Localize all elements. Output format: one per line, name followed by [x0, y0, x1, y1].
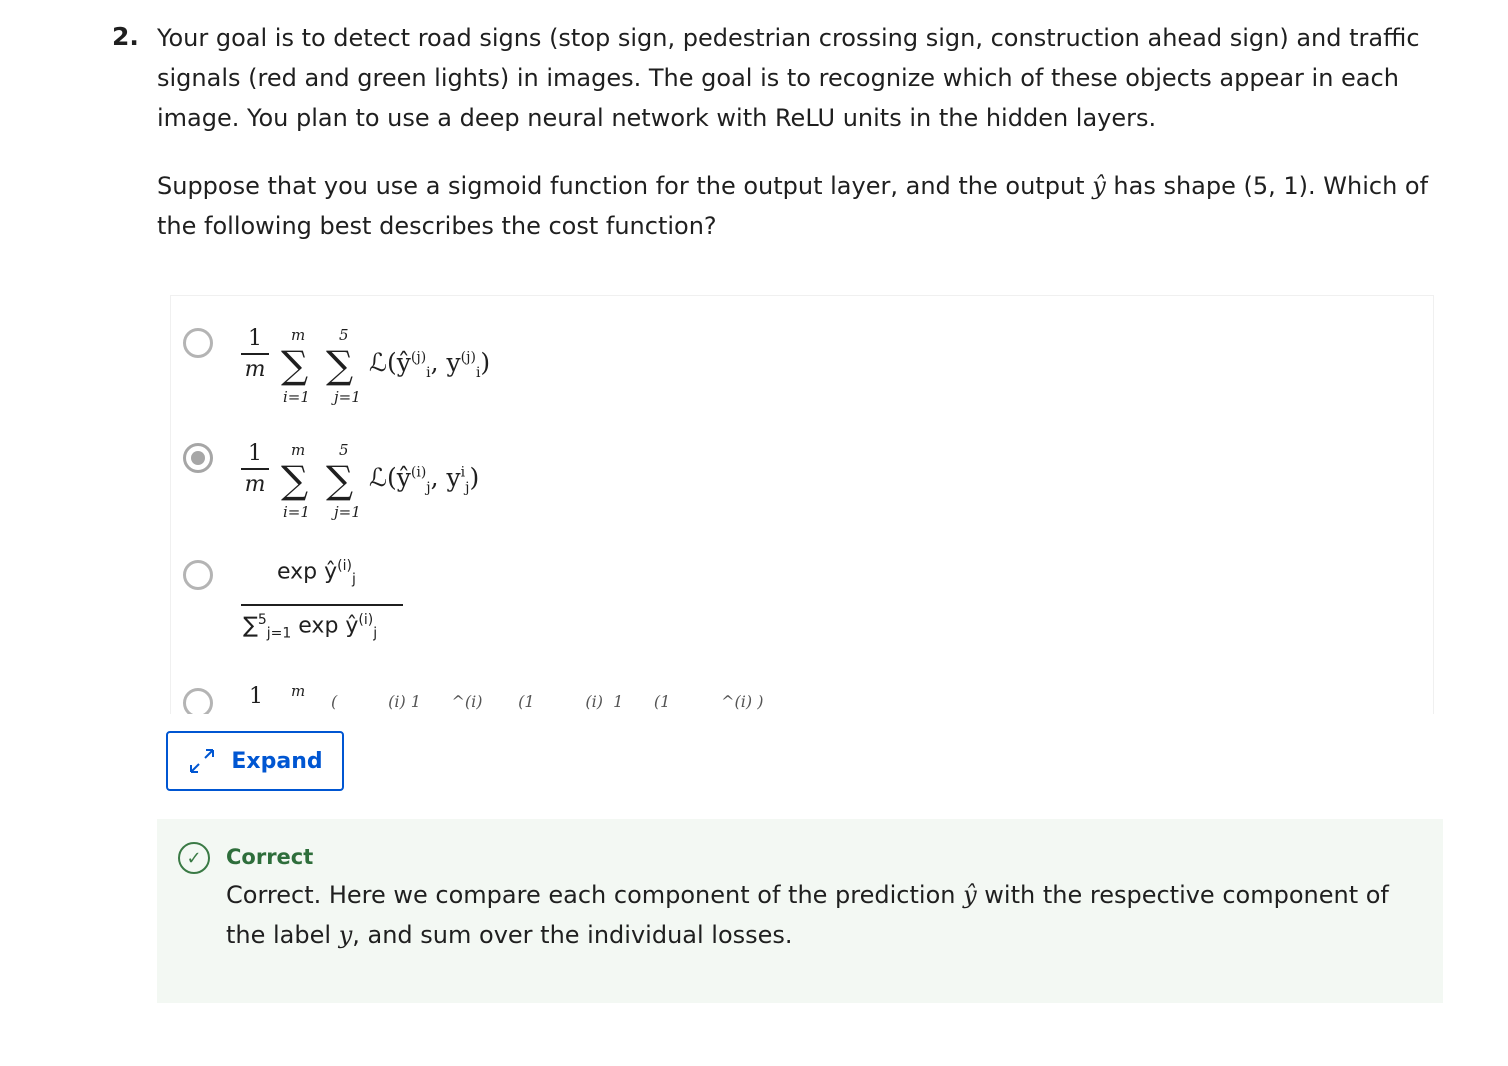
sigma-symbol: ∑: [326, 458, 354, 502]
answer-option-a[interactable]: 1 m m ∑ i=1 5 ∑ j=1 $ℒ(ŷ^{(j)}_i$, $y^{(j)}_i$): [171, 326, 1433, 426]
check-circle-icon: ✓: [178, 842, 210, 874]
answer-options: [170, 295, 1434, 714]
softmax-denominator: ∑$^5_{j=1}$ $\exp ŷ^{(i)}_j$: [243, 612, 378, 642]
softmax-numerator: $\exp ŷ^{(i)}_j$: [277, 558, 356, 588]
question-paragraph-1: Your goal is to detect road signs (stop sign, pedestrian crossing sign, construction ahead sign) and traffic signals (red and green lights) in images. The goal is to recognize which of these objects appear in each image. You plan to use a deep neural network with ReLU units in the hidden layers.: [157, 24, 1420, 132]
feedback-panel: [157, 819, 1443, 1003]
fraction-bar: [241, 604, 403, 606]
feedback-title: Correct: [226, 845, 314, 869]
radio-button-option-b[interactable]: [183, 443, 213, 473]
question-number: 2.: [112, 22, 139, 51]
y-hat-symbol: ŷ: [1092, 172, 1106, 200]
feedback-text: Correct. Here we compare each component of the prediction ŷ with the respective component of the label y, and sum over the individual losses.: [226, 881, 1389, 949]
question-paragraph-2: Suppose that you use a sigmoid function for the output layer, and the output ŷ has shape (5, 1). Which of the following best describes the cost function?: [157, 172, 1429, 240]
expand-label: Expand: [231, 748, 323, 774]
sigma-symbol: ∑: [281, 343, 309, 387]
expand-button[interactable]: [166, 731, 344, 791]
answer-option-d[interactable]: 1 m ( (i) 1 ^(i) (1 (i) 1 (1 ^(i) ): [171, 686, 1433, 714]
answer-option-b[interactable]: 1 m m ∑ i=1 5 ∑ j=1 $ℒ(ŷ^{(i)}_j$, $y^i_j$): [171, 441, 1433, 541]
expand-icon: [187, 746, 217, 776]
sigma-symbol: ∑: [281, 458, 309, 502]
question-text: [157, 18, 1457, 274]
answer-option-c[interactable]: [171, 558, 1433, 668]
sigma-symbol: ∑: [326, 343, 354, 387]
radio-button-option-d[interactable]: [183, 688, 213, 714]
radio-button-option-c[interactable]: [183, 560, 213, 590]
radio-button-option-a[interactable]: [183, 328, 213, 358]
